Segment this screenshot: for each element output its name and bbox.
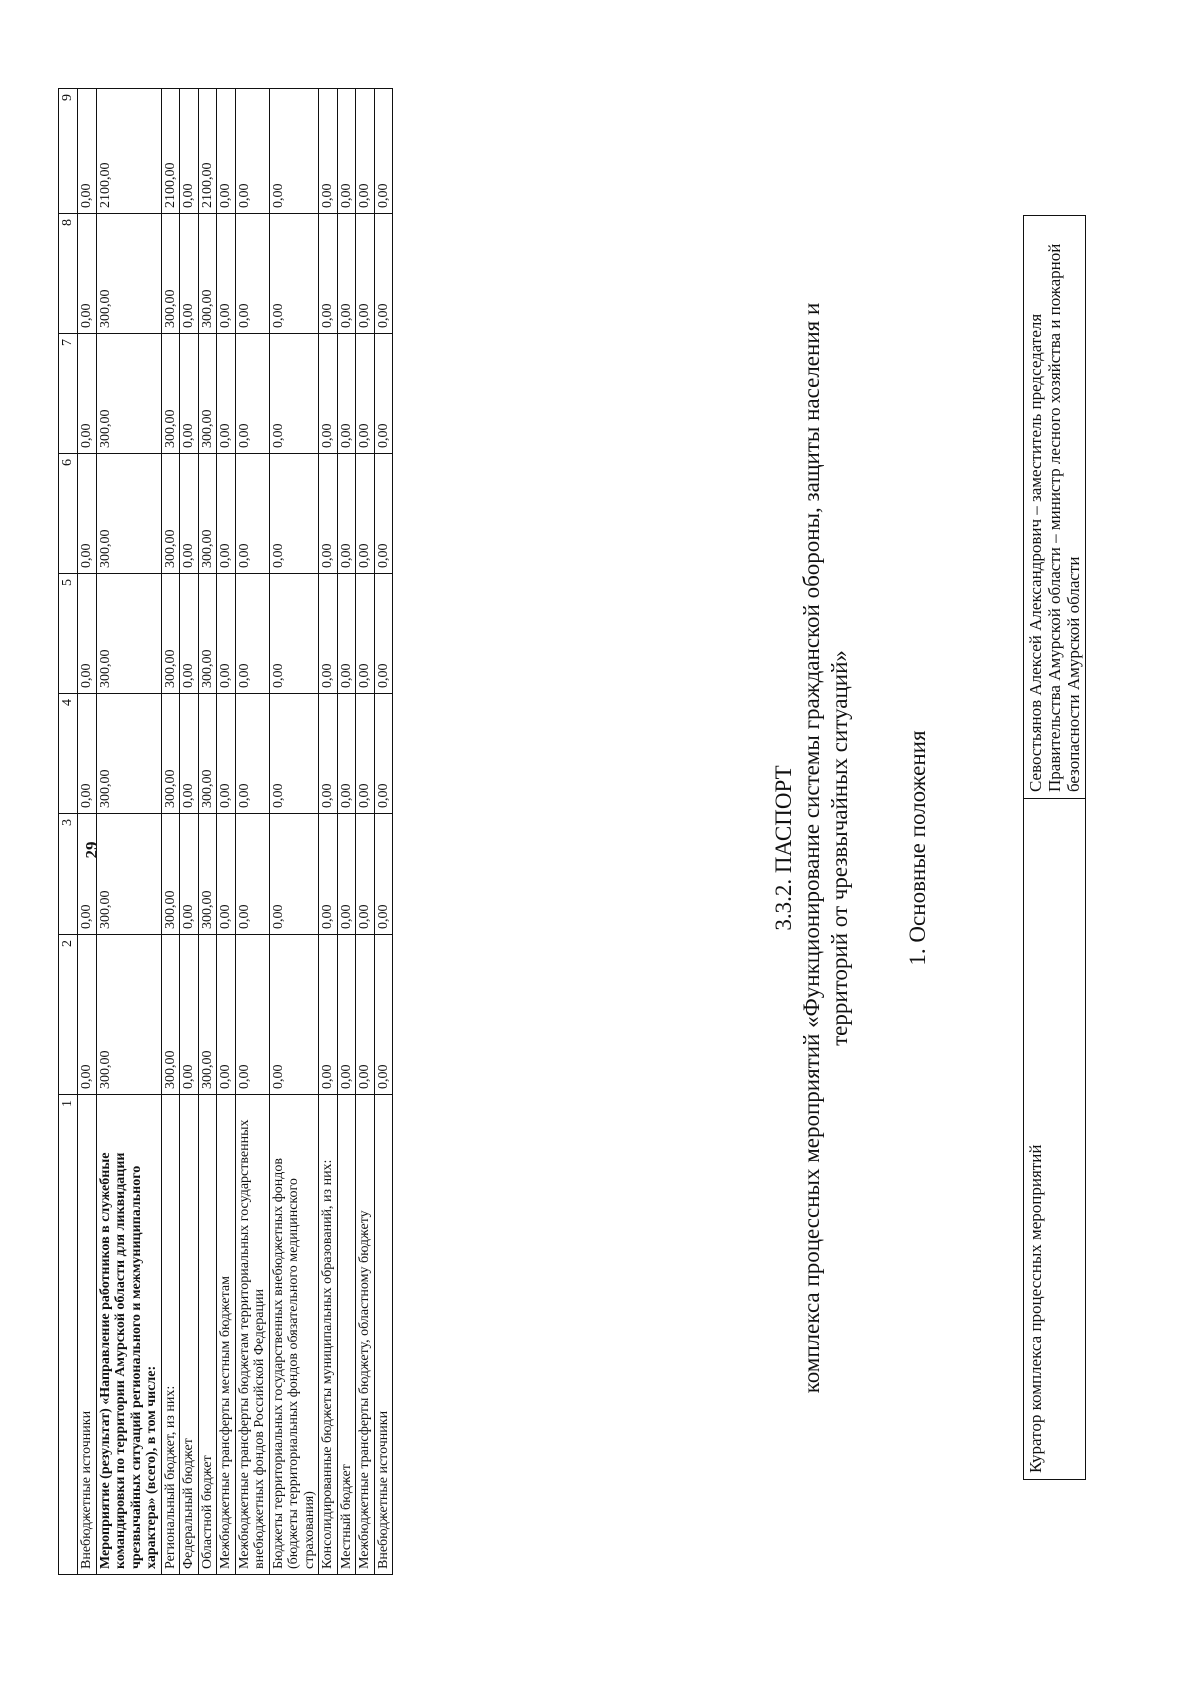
column-number: 4 xyxy=(59,694,78,814)
value-cell: 0,00 xyxy=(180,214,199,334)
value-cell: 300,00 xyxy=(161,694,180,814)
value-cell: 300,00 xyxy=(198,574,217,694)
value-cell: 0,00 xyxy=(319,814,338,935)
value-cell: 0,00 xyxy=(337,454,356,574)
value-cell: 0,00 xyxy=(180,89,199,214)
table-header-row xyxy=(59,89,78,1575)
value-cell: 2100,00 xyxy=(198,89,217,214)
value-cell: 300,00 xyxy=(96,454,161,574)
table-row xyxy=(269,89,319,1575)
value-cell: 0,00 xyxy=(319,334,338,454)
value-cell: 0,00 xyxy=(235,935,269,1095)
value-cell: 300,00 xyxy=(96,334,161,454)
value-cell: 0,00 xyxy=(235,89,269,214)
passport-title-number: 3.3.2. ПАСПОРТ xyxy=(771,765,796,931)
value-cell: 0,00 xyxy=(180,935,199,1095)
value-cell: 0,00 xyxy=(180,334,199,454)
table-row xyxy=(337,89,356,1575)
value-cell: 300,00 xyxy=(198,814,217,935)
passport-title xyxy=(770,213,854,1483)
column-number: 6 xyxy=(59,454,78,574)
budget-table-body xyxy=(59,89,393,1575)
row-label: Межбюджетные трансферты бюджету, областному бюджету xyxy=(356,1095,375,1575)
column-number: 7 xyxy=(59,334,78,454)
value-cell: 2100,00 xyxy=(96,89,161,214)
row-label: Региональный бюджет, из них: xyxy=(161,1095,180,1575)
value-cell: 0,00 xyxy=(217,89,236,214)
value-cell: 0,00 xyxy=(217,214,236,334)
table-row xyxy=(319,89,338,1575)
value-cell: 0,00 xyxy=(180,454,199,574)
value-cell: 0,00 xyxy=(374,574,393,694)
value-cell: 0,00 xyxy=(235,454,269,574)
value-cell: 0,00 xyxy=(356,89,375,214)
value-cell: 300,00 xyxy=(96,814,161,935)
section-heading: 1. Основные положения xyxy=(905,730,930,966)
value-cell: 300,00 xyxy=(161,574,180,694)
page-number: 29 xyxy=(82,841,101,859)
value-cell: 0,00 xyxy=(217,334,236,454)
value-cell: 300,00 xyxy=(96,214,161,334)
row-label: Областной бюджет xyxy=(198,1095,217,1575)
value-cell: 0,00 xyxy=(374,214,393,334)
value-cell: 0,00 xyxy=(217,694,236,814)
value-cell: 0,00 xyxy=(356,334,375,454)
column-number: 9 xyxy=(59,89,78,214)
value-cell: 0,00 xyxy=(319,89,338,214)
value-cell: 300,00 xyxy=(198,334,217,454)
value-cell: 0,00 xyxy=(319,454,338,574)
row-label: Внебюджетные источники xyxy=(374,1095,393,1575)
value-cell: 0,00 xyxy=(356,814,375,935)
value-cell: 0,00 xyxy=(337,334,356,454)
value-cell: 0,00 xyxy=(374,334,393,454)
value-cell: 0,00 xyxy=(235,334,269,454)
table-row xyxy=(217,89,236,1575)
value-cell: 0,00 xyxy=(78,935,97,1095)
value-cell: 0,00 xyxy=(217,574,236,694)
value-cell: 300,00 xyxy=(198,694,217,814)
value-cell: 0,00 xyxy=(269,574,319,694)
passport-title-name-line1: комплекса процессных мероприятий «Функционирование системы гражданской обороны, защиты населения и xyxy=(799,302,824,1394)
passport-title-name-line2: территорий от чрезвычайных ситуаций» xyxy=(827,650,852,1046)
table-row xyxy=(235,89,269,1575)
value-cell: 300,00 xyxy=(161,935,180,1095)
value-cell: 0,00 xyxy=(269,334,319,454)
row-label: Мероприятие (результат) «Направление работников в служебные командировки по территории Амурской области для ликвидации чрезвычайных ситуаций регионального и межмуниципального характера» (всего), в том числе: xyxy=(96,1095,161,1575)
value-cell: 0,00 xyxy=(269,454,319,574)
value-cell: 0,00 xyxy=(235,694,269,814)
value-cell: 300,00 xyxy=(96,574,161,694)
value-cell: 300,00 xyxy=(161,454,180,574)
row-label: Бюджеты территориальных государственных внебюджетных фондов (бюджеты территориальных фондов обязательного медицинского страхования) xyxy=(269,1095,319,1575)
value-cell: 300,00 xyxy=(198,935,217,1095)
column-number: 8 xyxy=(59,214,78,334)
curator-value: Севостьянов Алексей Александрович – заместитель председателя Правительства Амурской области – министр лесного хозяйства и пожарной безопасности Амурской области xyxy=(1024,216,1086,799)
value-cell: 0,00 xyxy=(356,935,375,1095)
value-cell: 0,00 xyxy=(78,454,97,574)
value-cell: 0,00 xyxy=(269,214,319,334)
curator-label: Куратор комплекса процессных мероприятий xyxy=(1024,799,1086,1480)
value-cell: 0,00 xyxy=(269,935,319,1095)
value-cell: 0,00 xyxy=(217,814,236,935)
value-cell: 2100,00 xyxy=(161,89,180,214)
table-row xyxy=(180,89,199,1575)
value-cell: 0,00 xyxy=(356,694,375,814)
column-number: 2 xyxy=(59,935,78,1095)
value-cell: 0,00 xyxy=(356,214,375,334)
column-number: 5 xyxy=(59,574,78,694)
value-cell: 0,00 xyxy=(374,935,393,1095)
value-cell: 0,00 xyxy=(337,89,356,214)
value-cell: 0,00 xyxy=(180,574,199,694)
value-cell: 0,00 xyxy=(337,214,356,334)
row-label: Межбюджетные трансферты бюджетам территориальных государственных внебюджетных фондов Российской Федерации xyxy=(235,1095,269,1575)
table-row xyxy=(374,89,393,1575)
value-cell: 0,00 xyxy=(180,814,199,935)
value-cell: 0,00 xyxy=(319,694,338,814)
value-cell: 0,00 xyxy=(337,694,356,814)
table-row xyxy=(78,89,97,1575)
value-cell: 0,00 xyxy=(217,454,236,574)
value-cell: 0,00 xyxy=(235,214,269,334)
budget-table xyxy=(58,88,393,1575)
value-cell: 0,00 xyxy=(78,814,97,935)
column-number: 3 xyxy=(59,814,78,935)
value-cell: 300,00 xyxy=(96,694,161,814)
row-label: Федеральный бюджет xyxy=(180,1095,199,1575)
table-row xyxy=(198,89,217,1575)
column-number: 1 xyxy=(59,1095,78,1575)
table-row xyxy=(161,89,180,1575)
row-label: Консолидированные бюджеты муниципальных образований, из них: xyxy=(319,1095,338,1575)
value-cell: 0,00 xyxy=(78,334,97,454)
value-cell: 0,00 xyxy=(269,89,319,214)
table-row xyxy=(1024,216,1086,1480)
row-label: Внебюджетные источники xyxy=(78,1095,97,1575)
value-cell: 300,00 xyxy=(161,334,180,454)
value-cell: 0,00 xyxy=(374,89,393,214)
value-cell: 300,00 xyxy=(198,214,217,334)
row-label: Местный бюджет xyxy=(337,1095,356,1575)
value-cell: 0,00 xyxy=(217,935,236,1095)
value-cell: 0,00 xyxy=(78,89,97,214)
value-cell: 0,00 xyxy=(235,574,269,694)
value-cell: 0,00 xyxy=(319,574,338,694)
value-cell: 300,00 xyxy=(96,935,161,1095)
value-cell: 0,00 xyxy=(319,935,338,1095)
value-cell: 0,00 xyxy=(374,694,393,814)
value-cell: 0,00 xyxy=(78,214,97,334)
value-cell: 0,00 xyxy=(269,694,319,814)
value-cell: 0,00 xyxy=(269,814,319,935)
value-cell: 0,00 xyxy=(374,454,393,574)
provisions-table xyxy=(1023,215,1086,1480)
value-cell: 0,00 xyxy=(337,935,356,1095)
table-row xyxy=(356,89,375,1575)
row-label: Межбюджетные трансферты местным бюджетам xyxy=(217,1095,236,1575)
value-cell: 300,00 xyxy=(161,214,180,334)
value-cell: 300,00 xyxy=(198,454,217,574)
value-cell: 0,00 xyxy=(356,454,375,574)
value-cell: 300,00 xyxy=(161,814,180,935)
table-row xyxy=(96,89,161,1575)
value-cell: 0,00 xyxy=(180,694,199,814)
value-cell: 0,00 xyxy=(356,574,375,694)
value-cell: 0,00 xyxy=(374,814,393,935)
value-cell: 0,00 xyxy=(319,214,338,334)
value-cell: 0,00 xyxy=(337,574,356,694)
value-cell: 0,00 xyxy=(235,814,269,935)
value-cell: 0,00 xyxy=(337,814,356,935)
value-cell: 0,00 xyxy=(78,694,97,814)
value-cell: 0,00 xyxy=(78,574,97,694)
